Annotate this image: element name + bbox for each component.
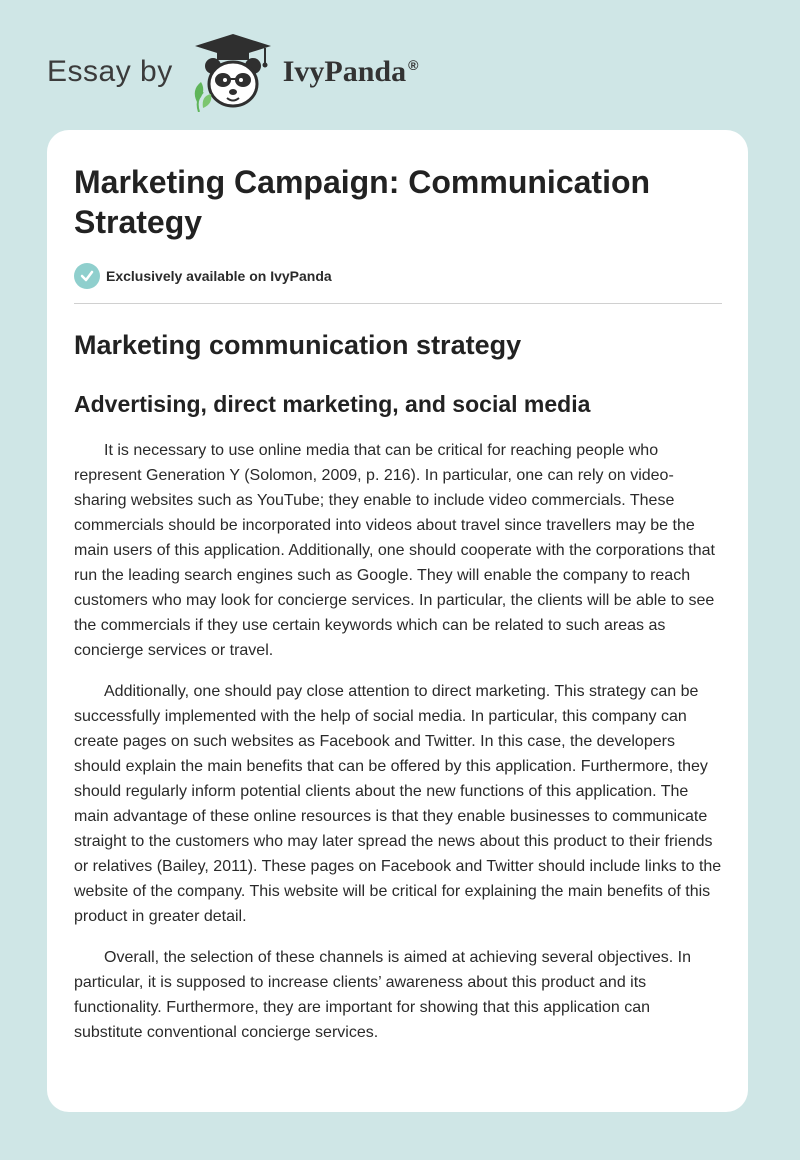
- check-icon: [74, 263, 100, 289]
- body-paragraph-2: Additionally, one should pay close attention to direct marketing. This strategy can be successfully implemented with the help of social media. In particular, this company can create pages on such websites as Facebook and Twitter. In this case, the developers should explain the main benefits that can be offered by this application. Furthermore, they should regularly inform potential clients about the new functions of this application. The main advantage of these online resources is that they enable businesses to communicate straight to the customers who may later spread the news about this product to their friends or relatives (Bailey, 2011). These pages on Facebook and Twitter should include links to the website of the company. This website will be critical for explaining the main benefits of this product in greater detail.: [74, 683, 722, 925]
- divider: [74, 303, 722, 304]
- section-heading: Marketing communication strategy: [74, 330, 522, 360]
- essay-card: [47, 130, 748, 1112]
- subsection-heading: Advertising, direct marketing, and social media: [74, 391, 591, 417]
- exclusive-badge: [74, 262, 722, 290]
- brand-name[interactable]: [283, 55, 419, 89]
- body-paragraph-3: Overall, the selection of these channels is aimed at achieving several objectives. In particular, it is supposed to increase clients’ awareness about this product and its functionality. Furthermore, they are important for showing that this application can substitute conventional concierge services.: [74, 949, 691, 1041]
- site-header: [47, 32, 418, 112]
- registered-mark: ®: [408, 57, 419, 73]
- brand-label: IvyPanda: [282, 55, 407, 88]
- panda-logo-icon[interactable]: [187, 32, 279, 112]
- essay-title: Marketing Campaign: Communication Strategy: [74, 164, 651, 240]
- exclusive-label: Exclusively available on IvyPanda: [106, 268, 332, 284]
- body-paragraph-1: It is necessary to use online media that can be critical for reaching people who represent Generation Y (Solomon, 2009, p. 216). In particular, one can rely on video-sharing websites such as YouTube; they enable to include video commercials. These commercials should be incorporated into videos about travel since travellers may be the main users of this application. Additionally, one should cooperate with the corporations that run the leading search engines such as Google. They will enable the company to reach customers who may look for concierge services. In particular, the clients will be able to see the commercials if they use certain keywords which can be related to such areas as concierge services or travel.: [74, 442, 715, 659]
- essay-by-label: Essay by: [47, 55, 173, 88]
